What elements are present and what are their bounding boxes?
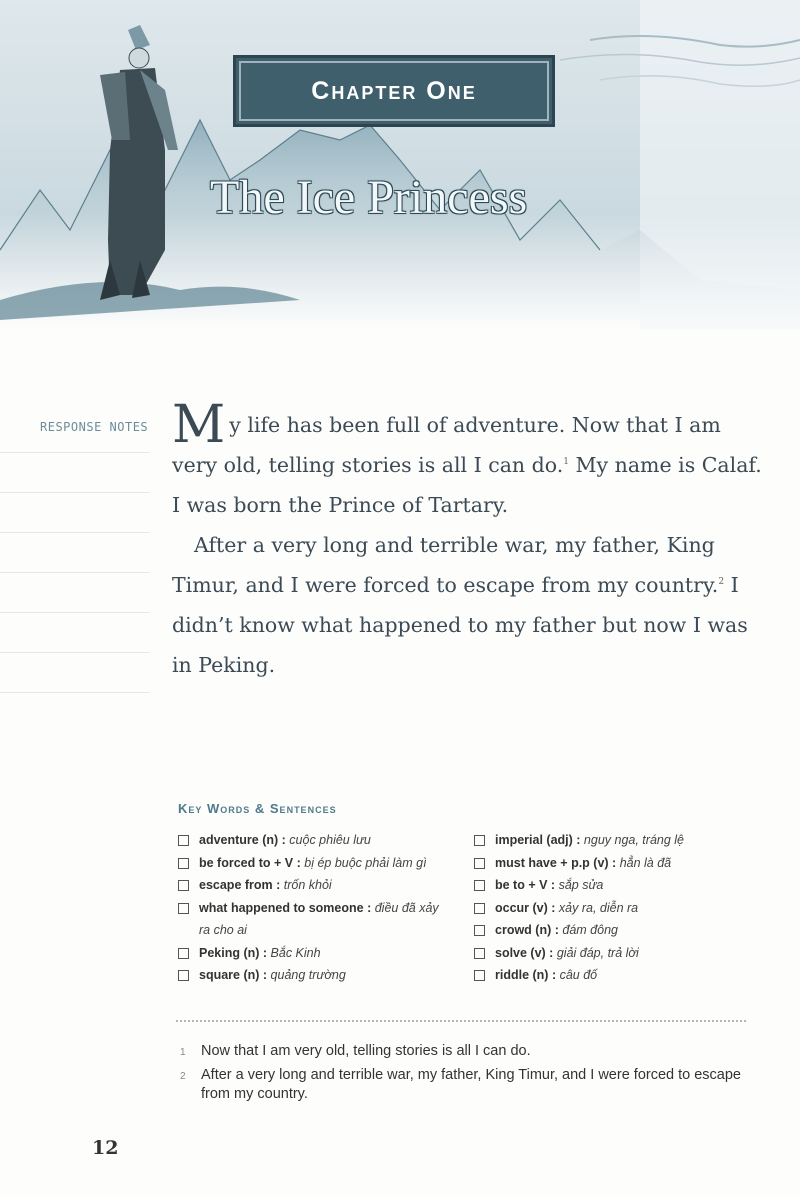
checkbox[interactable] [474, 903, 485, 914]
key-word-item: Peking (n) : Bắc Kinh [178, 942, 448, 965]
key-words-right-column [474, 829, 764, 987]
chapter-title: The Ice Princess [210, 171, 528, 224]
key-word-item: imperial (adj) : nguy nga, tráng lệ [474, 829, 764, 852]
chapter-label: Chapter One [311, 76, 477, 105]
footnote-ref-2: 2 [718, 577, 725, 588]
checkbox[interactable] [474, 925, 485, 936]
p2-text: After a very long and terrible war, my father, King Timur, and I were forced to escape from my country. [172, 533, 719, 597]
footnote-number: 1 [180, 1047, 186, 1058]
footnote-ref-1: 1 [563, 457, 570, 468]
checkbox[interactable] [474, 858, 485, 869]
footnote-2 [180, 1066, 750, 1104]
story-paragraph-1 [172, 395, 762, 525]
key-word-item: must have + p.p (v) : hẳn là đã [474, 852, 764, 875]
key-word-item: occur (v) : xảy ra, diễn ra [474, 897, 764, 920]
checkbox[interactable] [474, 970, 485, 981]
drop-cap: M [172, 395, 226, 455]
key-word-item: crowd (n) : đám đông [474, 919, 764, 942]
story-paragraph-2 [172, 525, 762, 685]
key-word-item: adventure (n) : cuộc phiêu lưu [178, 829, 448, 852]
checkbox[interactable] [178, 948, 189, 959]
p1-text: y life has been full of adventure. Now that I am very old, telling stories is all I can do. [172, 413, 721, 477]
key-word-item: what happened to someone : điều đã xảy ra cho ai [178, 897, 448, 942]
checkbox[interactable] [178, 903, 189, 914]
footnote-text: After a very long and terrible war, my father, King Timur, and I were forced to escape from my country. [201, 1067, 741, 1102]
checkbox[interactable] [178, 880, 189, 891]
footnote-1 [180, 1042, 750, 1061]
note-line [0, 572, 150, 573]
checkbox[interactable] [474, 835, 485, 846]
checkbox[interactable] [178, 835, 189, 846]
mountain-landscape-illustration [0, 0, 800, 330]
note-line [0, 452, 150, 453]
note-line [0, 612, 150, 613]
checkbox[interactable] [178, 858, 189, 869]
p2-text-2: I didn’t know what happened to my father but now I was in Peking. [172, 573, 748, 677]
page-number: 12 [92, 1137, 119, 1159]
key-words-left-column [178, 829, 448, 987]
dotted-divider [176, 1020, 746, 1022]
key-words-heading: Key Words & Sentences [178, 801, 337, 816]
key-word-item: be forced to + V : bị ép buộc phải làm gì [178, 852, 448, 875]
key-word-item: riddle (n) : câu đố [474, 964, 764, 987]
story-text [172, 395, 762, 685]
checkbox[interactable] [474, 948, 485, 959]
chapter-header-illustration [0, 0, 800, 330]
footnote-text: Now that I am very old, telling stories is all I can do. [201, 1043, 531, 1059]
checkbox[interactable] [474, 880, 485, 891]
key-word-item: escape from : trốn khỏi [178, 874, 448, 897]
note-line [0, 692, 150, 693]
response-notes-label: RESPONSE NOTES [40, 420, 149, 434]
note-line [0, 652, 150, 653]
key-word-item: square (n) : quảng trường [178, 964, 448, 987]
chapter-banner [233, 55, 555, 127]
key-word-item: be to + V : sắp sửa [474, 874, 764, 897]
p1-text-2: My name is Calaf. I was born the Prince of Tartary. [172, 453, 762, 517]
footnote-number: 2 [180, 1071, 186, 1082]
note-line [0, 532, 150, 533]
note-line [0, 492, 150, 493]
checkbox[interactable] [178, 970, 189, 981]
key-word-item: solve (v) : giải đáp, trả lời [474, 942, 764, 965]
